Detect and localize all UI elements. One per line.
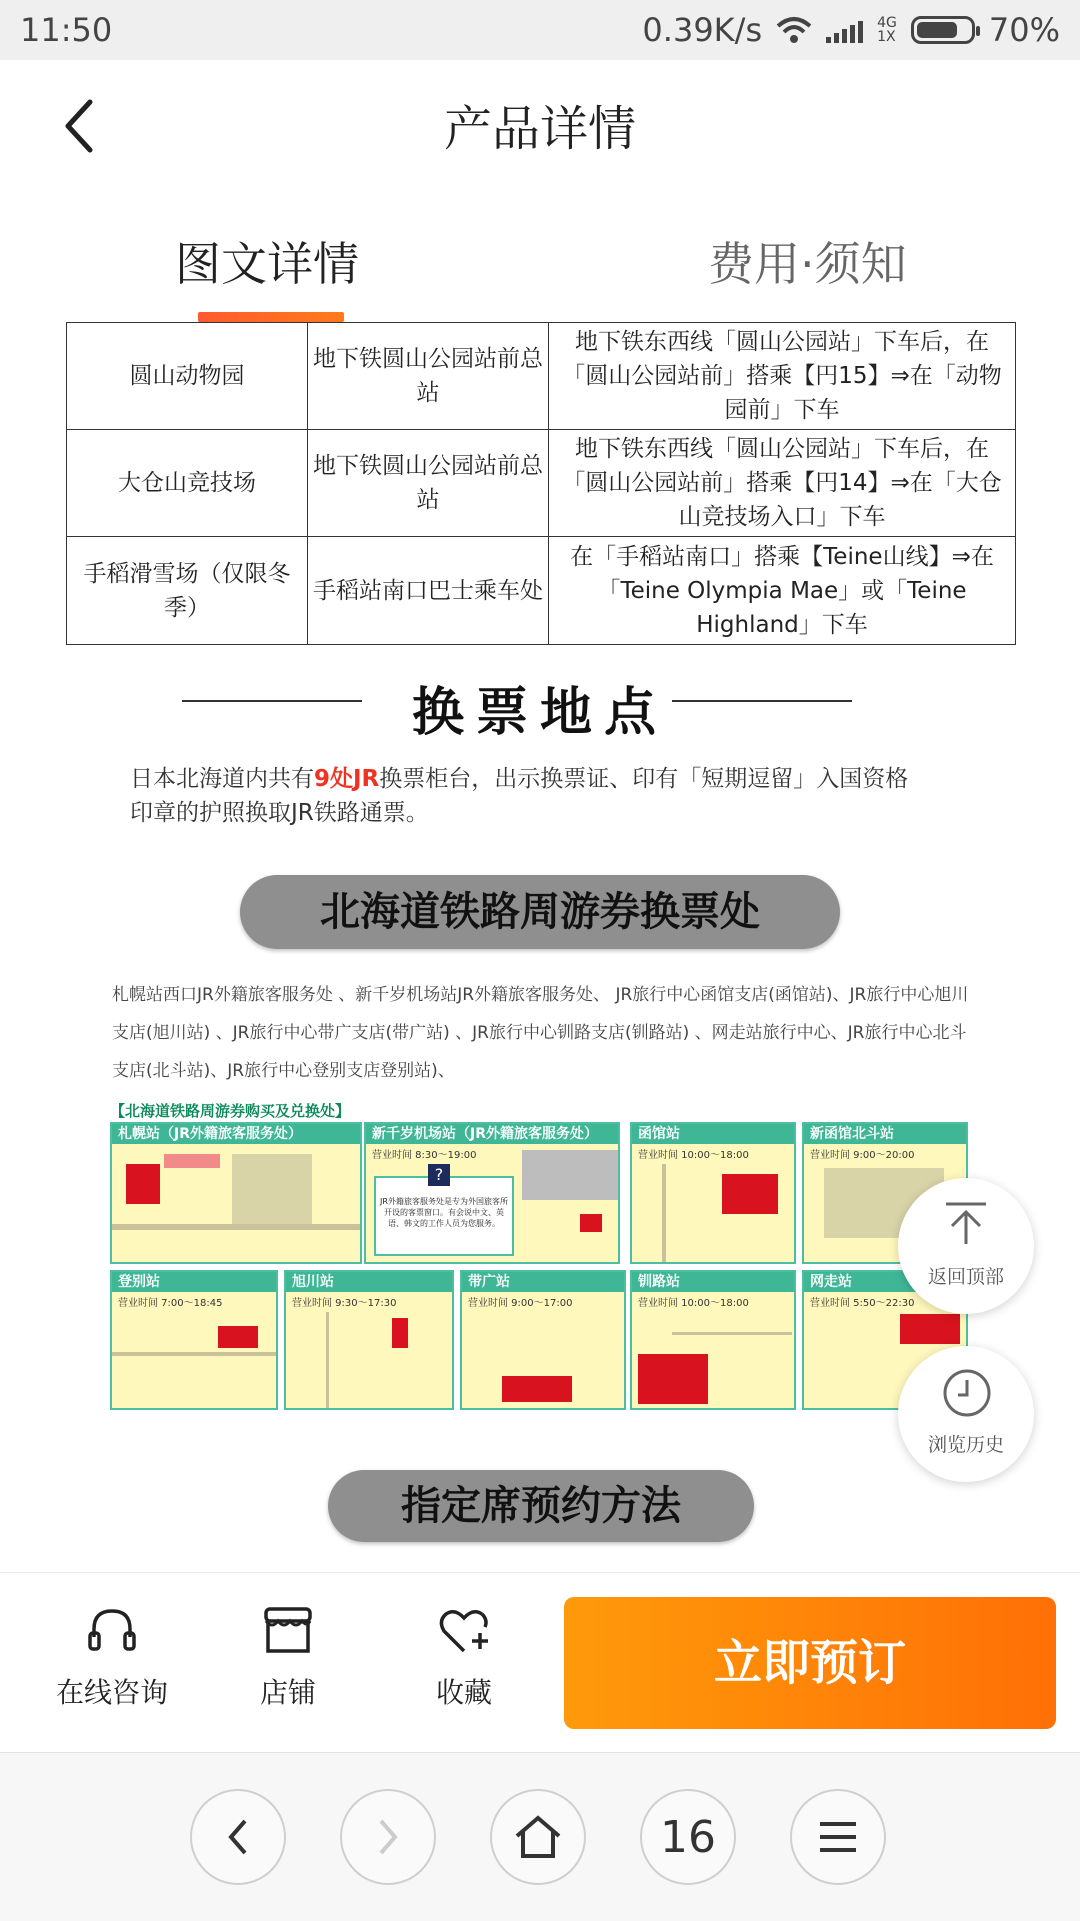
online-consult-button[interactable]: 在线咨询 [32, 1603, 192, 1711]
table-cell: 在「手稻站南口」搭乘【Teine山线】⇒在「Teine Olympia Mae」或「Teine Highland」下车 [549, 537, 1016, 645]
store-icon [260, 1603, 316, 1659]
station-map-noboribetsu: 登别站 营业时间 7:00～18:45 [110, 1270, 278, 1410]
table-row [67, 323, 1016, 430]
clock-icon [942, 1368, 992, 1418]
browser-nav-bar [0, 1752, 1080, 1921]
divider-line [182, 700, 362, 702]
exchange-locations-description: 札幌站西口JR外籍旅客服务处 、新千岁机场站JR外籍旅客服务处、 JR旅行中心函馆支店(函馆站)、JR旅行中心旭川支店(旭川站) 、JR旅行中心带广支店(带广站) 、JR旅行中心钏路支店(钏路站) 、网走站旅行中心、JR旅行中心北斗支店(北斗站)、JR旅行中心登别支店登别站)、 [112, 985, 969, 1081]
table-row [67, 537, 1016, 645]
question-icon: ? [428, 1164, 450, 1186]
chevron-left-icon [223, 1817, 253, 1857]
signal-icon [826, 17, 863, 43]
history-button[interactable]: 浏览历史 [898, 1346, 1034, 1482]
menu-icon [818, 1820, 858, 1854]
browser-back-button[interactable] [190, 1789, 286, 1885]
browser-home-button[interactable] [490, 1789, 586, 1885]
table-cell: 地下铁东西线「圆山公园站」下车后，在「圆山公园站前」搭乘【円14】⇒在「大仓山竞技场入口」下车 [549, 430, 1016, 537]
status-bar [0, 0, 1080, 60]
station-map-abashiri: 网走站 营业时间 5:50～22:30 [802, 1270, 968, 1410]
battery-percent: 70% [988, 11, 1060, 49]
network-type: 4G 1X [877, 15, 897, 45]
map-grid-title: 【北海道铁路周游券购买及兑换处】 [110, 1102, 351, 1120]
browser-tabs-button[interactable]: 16 [640, 1789, 736, 1885]
table-cell: 圆山动物园 [67, 323, 308, 430]
header [0, 60, 1080, 190]
station-map-sapporo: 札幌站（JR外籍旅客服务处） [110, 1122, 362, 1264]
reservation-method-banner: 指定席预约方法 [328, 1470, 754, 1542]
tab-bar [0, 190, 1080, 323]
table-cell: 手稻站南口巴士乘车处 [308, 537, 549, 645]
routes-table [66, 322, 1016, 645]
wifi-icon [776, 16, 812, 44]
heart-plus-icon [436, 1603, 492, 1659]
page-title: 产品详情 [443, 101, 636, 157]
section-title-exchange: 换票地点 [0, 670, 1080, 745]
station-map-kushiro: 钏路站 营业时间 10:00～18:00 [630, 1270, 796, 1410]
status-right [642, 11, 1060, 49]
book-now-button[interactable]: 立即预订 [564, 1597, 1056, 1729]
home-icon [513, 1814, 563, 1860]
table-cell: 地下铁东西线「圆山公园站」下车后，在「圆山公园站前」搭乘【円15】⇒在「动物园前」下车 [549, 323, 1016, 430]
table-cell: 地下铁圆山公园站前总站 [308, 323, 549, 430]
headset-icon [84, 1603, 140, 1659]
table-cell: 地下铁圆山公园站前总站 [308, 430, 549, 537]
network-speed: 0.39K/s [642, 11, 763, 49]
bottom-action-bar [0, 1572, 1080, 1753]
battery-icon [911, 16, 975, 44]
station-map-hakodate: 函馆站 营业时间 10:00～18:00 [630, 1122, 796, 1264]
arrow-up-icon [942, 1200, 990, 1248]
tab-fees-notes[interactable]: 费用·须知 [708, 237, 907, 291]
info-box: JR外籍旅客服务处是专为外国旅客所开设的客票窗口。有会说中文、英语、韩文的工作人员为您服务。 [374, 1176, 514, 1256]
station-map-new-chitose: 新千岁机场站（JR外籍旅客服务处） 营业时间 8:30～19:00 JR外籍旅客服务处是专为外国旅客所开设的客票窗口。有会说中文、英语、韩文的工作人员为您服务。 ? [364, 1122, 620, 1264]
station-map-shin-hakodate-hokuto: 新函馆北斗站 营业时间 9:00～20:00 [802, 1122, 968, 1264]
chevron-right-icon [373, 1817, 403, 1857]
tab-active-indicator [198, 312, 344, 322]
browser-menu-button[interactable] [790, 1789, 886, 1885]
status-time: 11:50 [20, 11, 113, 49]
station-map-asahikawa: 旭川站 营业时间 9:30～17:30 [284, 1270, 454, 1410]
table-cell: 大仓山竞技场 [67, 430, 308, 537]
table-cell: 手稻滑雪场（仅限冬季） [67, 537, 308, 645]
favorite-button[interactable]: 收藏 [384, 1603, 544, 1711]
tab-details[interactable]: 图文详情 [175, 237, 359, 291]
exchange-intro-text: 日本北海道内共有9处JR换票柜台，出示换票证、印有「短期逗留」入国资格印章的护照换取JR铁路通票。 [130, 766, 909, 826]
shop-button[interactable]: 店铺 [208, 1603, 368, 1711]
table-row [67, 430, 1016, 537]
browser-forward-button[interactable] [340, 1789, 436, 1885]
divider-line [672, 700, 852, 702]
back-to-top-button[interactable]: 返回顶部 [898, 1178, 1034, 1314]
station-map-obihiro: 带广站 营业时间 9:00～17:00 [460, 1270, 626, 1410]
exchange-locations-banner: 北海道铁路周游券换票处 [240, 875, 840, 949]
